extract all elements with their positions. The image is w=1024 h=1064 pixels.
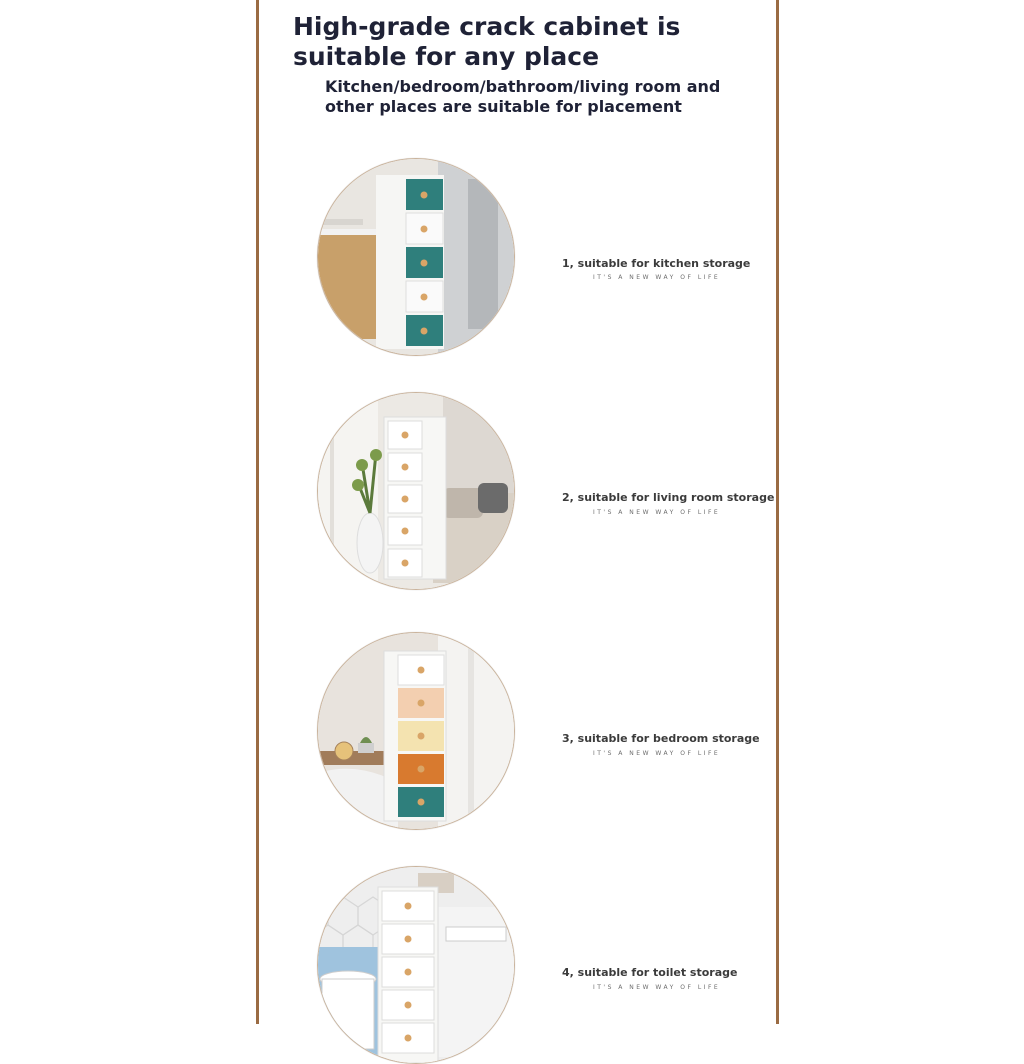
bedroom-cabinet-photo xyxy=(317,632,515,830)
item-label-living-room: 2, suitable for living room storage xyxy=(562,491,775,504)
right-border-line xyxy=(776,0,779,1024)
item-label-kitchen: 1, suitable for kitchen storage xyxy=(562,257,751,270)
living-room-cabinet-photo xyxy=(317,392,515,590)
left-border-line xyxy=(256,0,259,1024)
item-tagline-toilet: IT'S A NEW WAY OF LIFE xyxy=(593,984,721,991)
page-subtitle: Kitchen/bedroom/bathroom/living room and other places are suitable for placement xyxy=(325,77,721,116)
item-tagline-living-room: IT'S A NEW WAY OF LIFE xyxy=(593,509,721,516)
item-tagline-bedroom: IT'S A NEW WAY OF LIFE xyxy=(593,750,721,757)
kitchen-cabinet-photo xyxy=(317,158,515,356)
item-tagline-kitchen: IT'S A NEW WAY OF LIFE xyxy=(593,274,721,281)
item-label-bedroom: 3, suitable for bedroom storage xyxy=(562,732,760,745)
toilet-cabinet-photo xyxy=(317,866,515,1064)
item-label-toilet: 4, suitable for toilet storage xyxy=(562,966,738,979)
page-title: High-grade crack cabinet is suitable for any place xyxy=(293,12,681,71)
